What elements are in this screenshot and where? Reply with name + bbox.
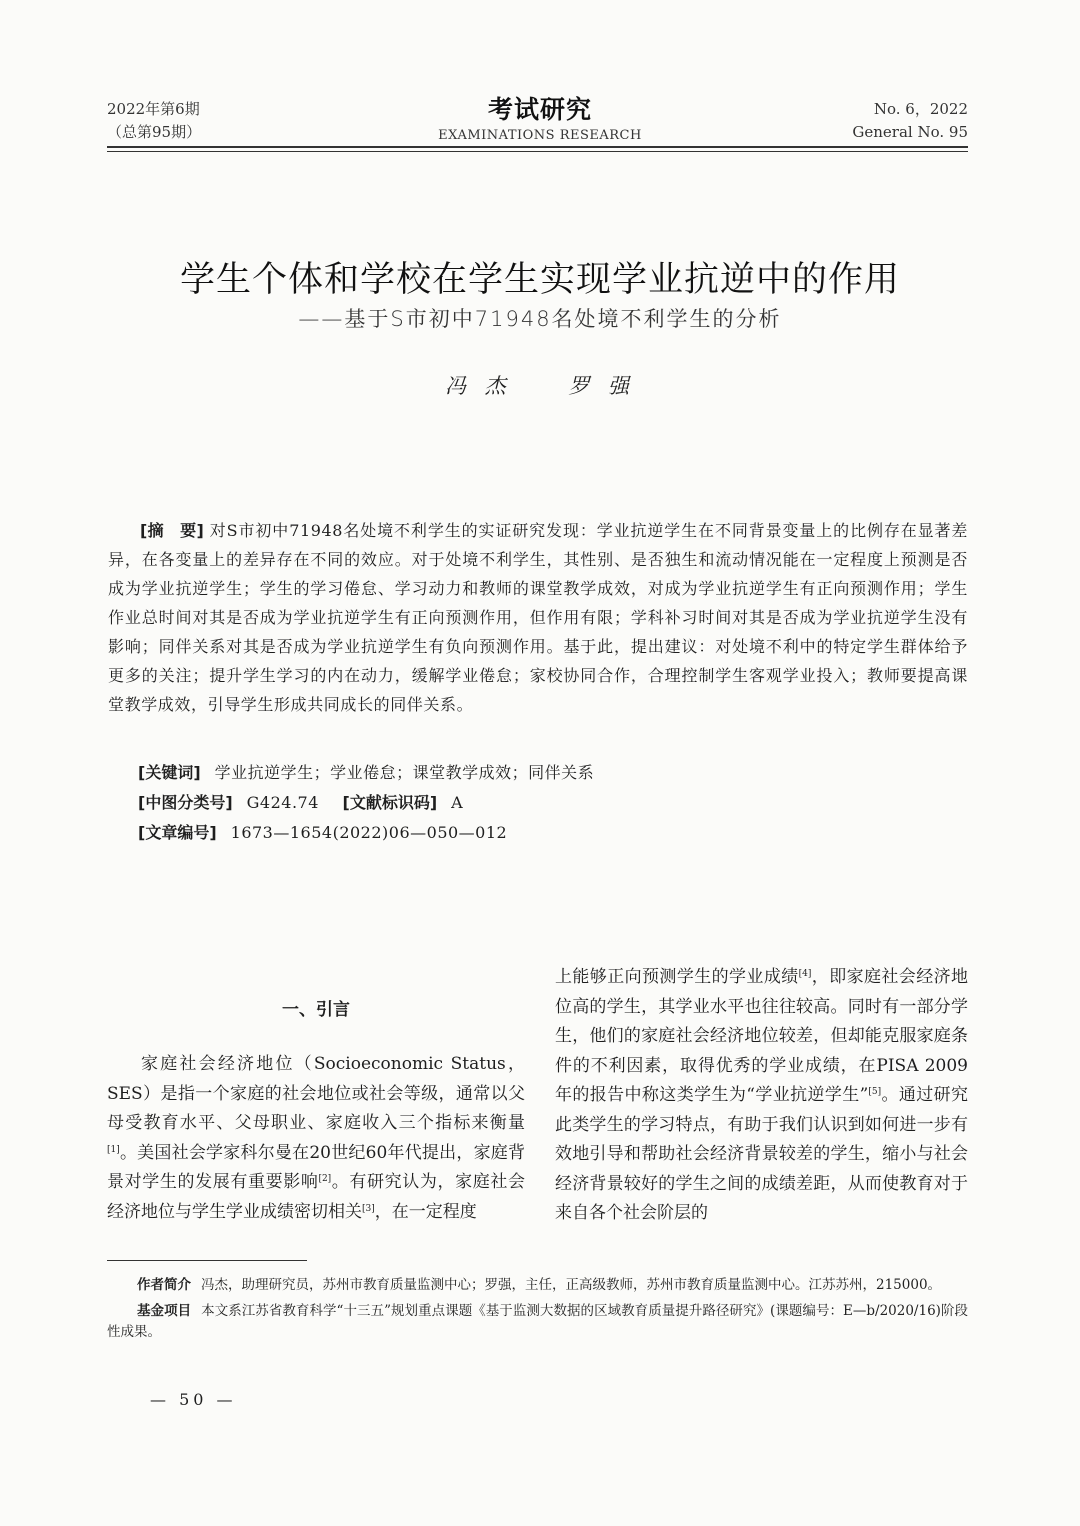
body-text: 。通过研究此类学生的学习特点，有助于我们认识到如何进一步有效地引导和帮助社会经济背景较差的学生，缩小与社会经济背景较好的学生之间的成绩差距，从而使教育对于来自各个社会阶层的 xyxy=(555,1085,969,1223)
citation-ref: [4] xyxy=(798,969,812,979)
journal-title-cn: 考试研究 xyxy=(487,95,592,124)
journal-title-en: EXAMINATIONS RESEARCH xyxy=(438,128,642,143)
body-text: 上能够正向预测学生的学业成绩 xyxy=(555,967,799,987)
header-rule-thick xyxy=(107,146,968,148)
abstract xyxy=(108,516,968,719)
clc-value: G424.74 xyxy=(246,793,319,812)
page-number: — 50 — xyxy=(150,1390,237,1409)
author-2: 罗 强 xyxy=(568,374,636,398)
general-issue-en: General No. 95 xyxy=(852,123,968,141)
keywords-line xyxy=(138,760,594,783)
citation-ref: [2] xyxy=(318,1174,332,1184)
article-number-value: 1673—1654(2022)06—050—012 xyxy=(230,823,508,842)
fund-note xyxy=(107,1301,968,1343)
author-1: 冯 杰 xyxy=(444,374,512,398)
body-paragraph-2 xyxy=(555,963,968,1229)
keywords-label: [关键词] xyxy=(138,763,201,782)
body-text: 。有研究认为，家庭社会经济地位与学生学业成绩密切相关 xyxy=(107,1172,526,1222)
footnote-rule xyxy=(107,1260,307,1261)
author-note-label: 作者简介 xyxy=(137,1277,191,1293)
fund-note-label: 基金项目 xyxy=(137,1303,192,1319)
body-paragraph-1 xyxy=(107,1050,525,1227)
citation-ref: [1] xyxy=(107,1144,120,1155)
article-title: 学生个体和学校在学生实现学业抗逆中的作用 xyxy=(179,260,900,300)
article-number-line xyxy=(138,820,507,843)
footnotes xyxy=(107,1275,968,1348)
body-text: ，即家庭社会经济地位高的学生，其学业水平也往往较高。同时有一部分学生，他们的家庭社会经济地位较差，但却能克服家庭条件的不利因素，取得优秀的学业成绩，在PISA 2009年的报告中称这类学生为“学业抗逆学生” xyxy=(555,967,969,1105)
abstract-label: [摘 要] xyxy=(140,521,204,540)
article-subtitle: ——基于S市初中71948名处境不利学生的分析 xyxy=(298,307,782,331)
author-note-text: 冯杰，助理研究员，苏州市教育质量监测中心；罗强，主任，正高级教师，苏州市教育质量监测中心。江苏苏州，215000。 xyxy=(201,1277,942,1293)
article-number-label: [文章编号] xyxy=(138,823,217,842)
body-text: ，在一定程度 xyxy=(374,1201,477,1222)
doc-code-value: A xyxy=(451,793,464,812)
citation-ref: [5] xyxy=(868,1087,882,1097)
keywords-value: 学业抗逆学生；学业倦怠；课堂教学成效；同伴关系 xyxy=(214,763,595,782)
doc-code-label: [文献标识码] xyxy=(342,793,438,812)
body-text: 家庭社会经济地位（Socioeconomic Status，SES）是指一个家庭的社会地位或社会等级，通常以父母受教育水平、父母职业、家庭收入三个指标来衡量 xyxy=(107,1054,525,1133)
body-text: 。美国社会学家科尔曼在20世纪60年代提出，家庭背景对学生的发展有重要影响 xyxy=(107,1142,525,1192)
issue-en: No. 6，2022 xyxy=(873,100,968,118)
author-line xyxy=(0,370,1080,400)
total-issue-cn: （总第95期） xyxy=(107,123,202,141)
abstract-text: 对S市初中71948名处境不利学生的实证研究发现：学业抗逆学生在不同背景变量上的比例存在显著差异，在各变量上的差异存在不同的效应。对于处境不利学生，其性别、是否独生和流动情况能在一定程度上预测是否成为学业抗逆学生；学生的学习倦怠、学习动力和教师的课堂教学成效，对成为学业抗逆学生有正向预测作用；学生作业总时间对其是否成为学业抗逆学生有正向预测作用，但作用有限；学科补习时间对其是否成为学业抗逆学生没有影响；同伴关系对其是否成为学业抗逆学生有负向预测作用。基于此，提出建议：对处境不利中的特定学生群体给予更多的关注；提升学生学习的内在动力，缓解学业倦怠；家校协同合作，合理控制学生客观学业投入；教师要提高课堂教学成效，引导学生形成共同成长的同伴关系。 xyxy=(108,521,969,714)
section-heading: 一、引言 xyxy=(282,1000,350,1020)
author-note xyxy=(107,1275,968,1296)
header-right xyxy=(852,98,968,144)
header-rule-thin xyxy=(107,151,968,152)
abstract-paragraph xyxy=(108,516,968,719)
issue-cn: 2022年第6期 xyxy=(107,100,200,118)
clc-label: [中图分类号] xyxy=(138,793,233,812)
citation-ref: [3] xyxy=(362,1203,375,1214)
classification-line xyxy=(138,790,463,813)
fund-note-text: 本文系江苏省教育科学“十三五”规划重点课题《基于监测大数据的区域教育质量提升路径研究》(课题编号：E—b/2020/16)阶段性成果。 xyxy=(107,1303,969,1340)
